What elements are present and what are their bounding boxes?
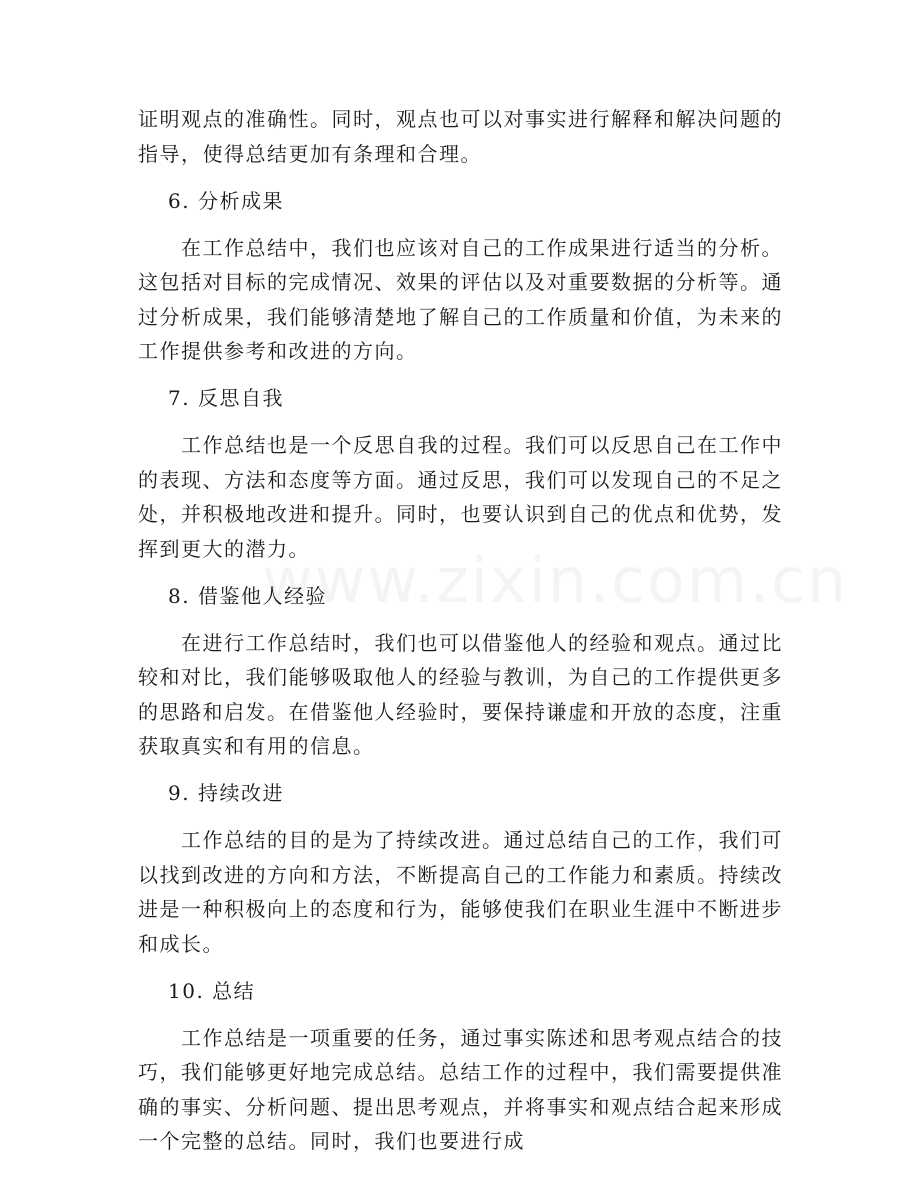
intro-paragraph: 证明观点的准确性。同时，观点也可以对事实进行解释和解决问题的指导，使得总结更加有条理和合理。 <box>138 107 783 166</box>
section-heading-10: 10. 总结 <box>168 978 256 1003</box>
section-heading-8: 8. 借鉴他人经验 <box>168 583 327 608</box>
section-body-6: 在工作总结中，我们也应该对自己的工作成果进行适当的分析。这包括对目标的完成情况、效果的评估以及对重要数据的分析等。通过分析成果，我们能够清楚地了解自己的工作质量和价值，为未来的工作提供参考和改进的方向。 <box>138 235 783 363</box>
section-body-8: 在进行工作总结时，我们也可以借鉴他人的经验和观点。通过比较和对比，我们能够吸取他人的经验与教训，为自己的工作提供更多的思路和启发。在借鉴他人经验时，要保持谦虚和开放的态度，注重获取真实和有用的信息。 <box>138 630 783 758</box>
section-body-7: 工作总结也是一个反思自我的过程。我们可以反思自己在工作中的表现、方法和态度等方面。通过反思，我们可以发现自己的不足之处，并积极地改进和提升。同时，也要认识到自己的优点和优势，发挥到更大的潜力。 <box>138 433 783 561</box>
section-body-10: 工作总结是一项重要的任务，通过事实陈述和思考观点结合的技巧，我们能够更好地完成总结。总结工作的过程中，我们需要提供准确的事实、分析问题、提出思考观点，并将事实和观点结合起来形成一个完整的总结。同时，我们也要进行成 <box>138 1025 783 1153</box>
section-body-9: 工作总结的目的是为了持续改进。通过总结自己的工作，我们可以找到改进的方向和方法，不断提高自己的工作能力和素质。持续改进是一种积极向上的态度和行为，能够使我们在职业生涯中不断进步和成长。 <box>138 828 783 956</box>
section-heading-6: 6. 分析成果 <box>168 188 284 213</box>
section-heading-9: 9. 持续改进 <box>168 781 284 805</box>
section-heading-7: 7. 反思自我 <box>168 386 284 410</box>
document-page <box>138 102 783 1159</box>
